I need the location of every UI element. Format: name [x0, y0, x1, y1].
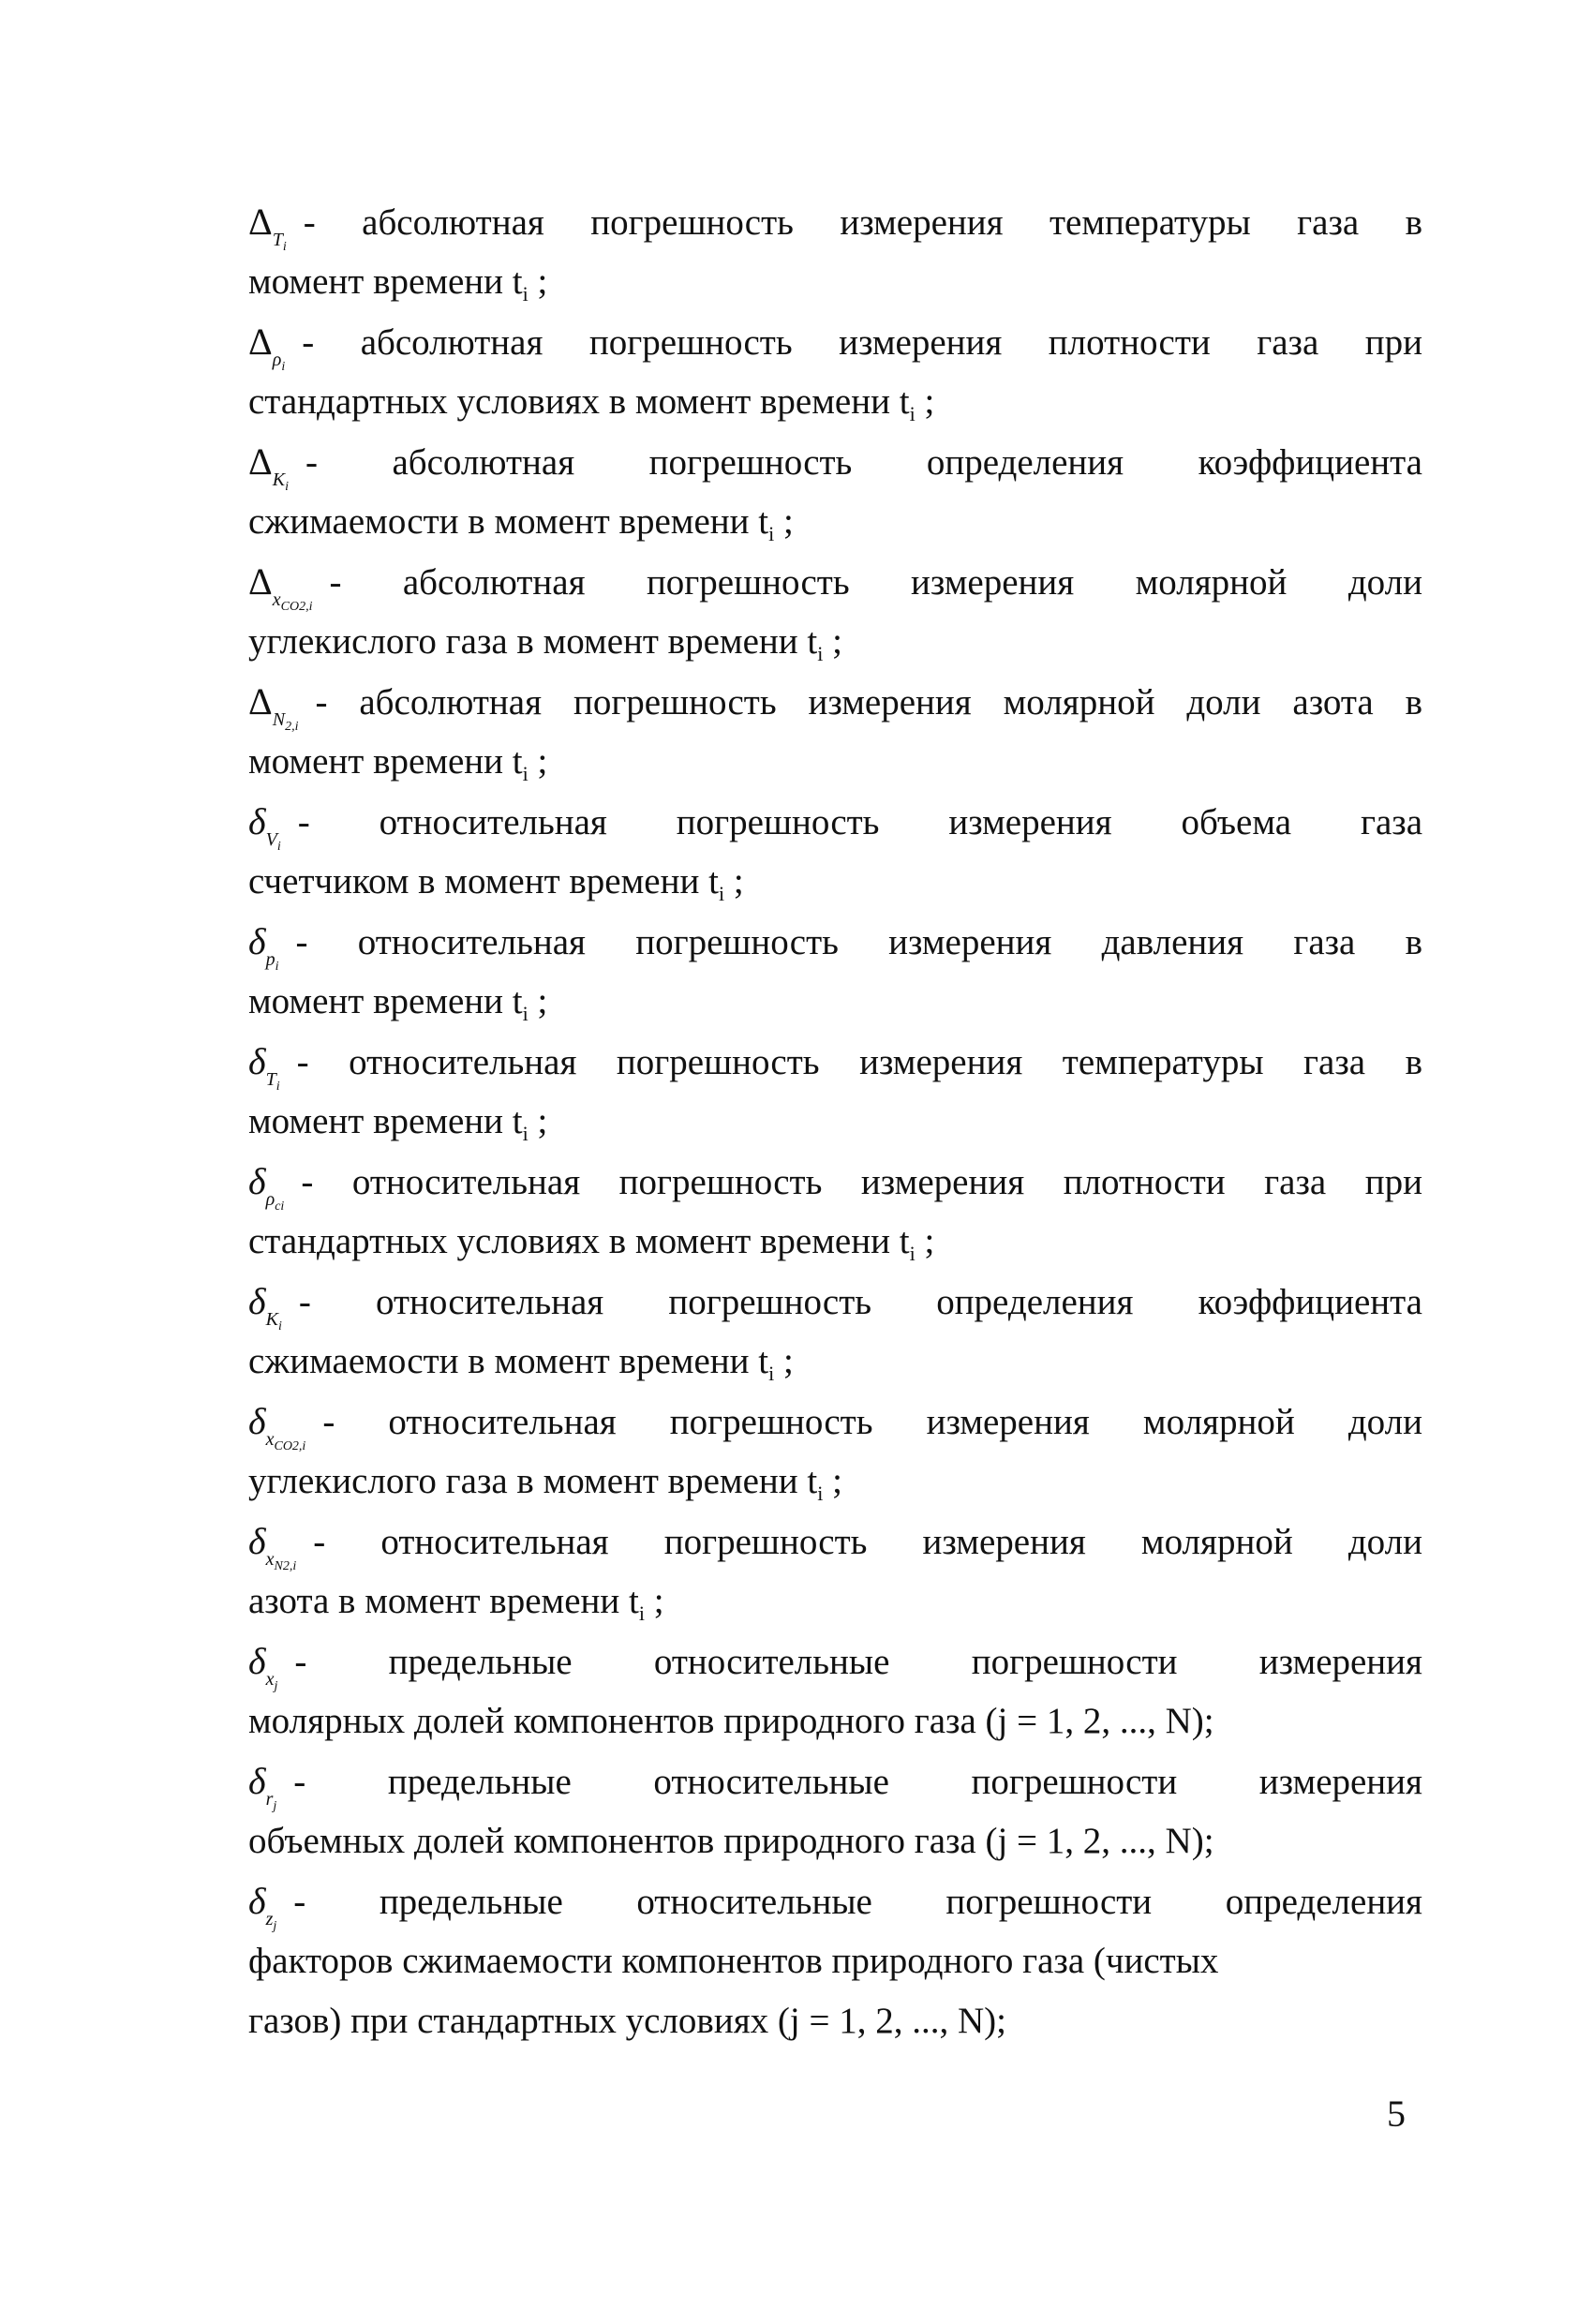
symbol	[248, 432, 289, 492]
definition-text-line2	[248, 1572, 1422, 1631]
symbol	[248, 1751, 276, 1811]
time-subscript: i	[909, 402, 916, 425]
definition-first-line	[248, 912, 1422, 972]
time-subscript: i	[817, 1482, 824, 1505]
definition-text-line2	[248, 252, 1422, 312]
symbol	[248, 1871, 276, 1931]
symbol-sub-subscript: i	[285, 480, 289, 494]
definition-text-line2-tail: ;	[528, 981, 548, 1021]
symbol-base: Δ	[248, 560, 273, 603]
definition-text-line1: - относительная погрешность определения коэффициента	[298, 1282, 1422, 1322]
definition-first-line	[248, 312, 1422, 372]
definition-text-line2-main: стандартных условиях в момент времени t	[248, 1221, 910, 1261]
definition-text-line2	[248, 372, 1422, 432]
symbol-subscript-text: r	[265, 1789, 274, 1810]
definition-text-line2-main: факторов сжимаемости компонентов природного газа (чистых	[248, 1941, 1219, 1981]
symbol-subscript-text: x	[265, 1429, 275, 1450]
symbol-base: δ	[248, 1760, 266, 1802]
symbol-subscript-text: K	[265, 1309, 278, 1330]
symbol-subscript-text: ρ	[265, 1189, 275, 1210]
symbol-sub-subscript: N2,i	[274, 1559, 297, 1573]
definitions-list	[248, 192, 1422, 2051]
definition-text-line2	[248, 1811, 1422, 1871]
symbol-subscript	[265, 1909, 277, 1933]
definition-first-line	[248, 1392, 1422, 1452]
definition-text-line2-main: сжимаемости в момент времени t	[248, 501, 769, 542]
symbol-base: δ	[248, 1280, 266, 1322]
symbol	[248, 312, 285, 372]
definition-text-line1: - абсолютная погрешность измерения температуры газа в	[303, 202, 1422, 243]
symbol-subscript	[265, 1189, 285, 1214]
symbol	[248, 1392, 305, 1452]
definition-text-line2	[248, 612, 1422, 672]
symbol-subscript-text: z	[265, 1909, 274, 1929]
symbol-subscript	[272, 469, 289, 494]
symbol-subscript	[272, 230, 287, 254]
definition-text-line2-main: стандартных условиях в момент времени t	[248, 381, 910, 422]
definition-text-line2-main: счетчиком в момент времени t	[248, 861, 719, 901]
symbol-subscript-text: x	[272, 589, 281, 610]
definition-first-line	[248, 792, 1422, 852]
definition-text-line2	[248, 492, 1422, 552]
definition-text-line2	[248, 1931, 1422, 1991]
symbol-base: δ	[248, 1400, 266, 1442]
definition-text-line2-tail: ;	[528, 1101, 548, 1141]
definition-text-line1: - относительная погрешность измерения температуры газа в	[296, 1042, 1422, 1082]
symbol-sub-subscript: i	[281, 360, 286, 374]
definition-text-line2-main: углекислого газа в момент времени t	[248, 1461, 818, 1501]
definition-first-line	[248, 1631, 1422, 1691]
symbol-sub-subscript: CO2,i	[280, 600, 313, 614]
symbol-base: Δ	[248, 320, 273, 363]
definition-text-line2-main: углекислого газа в момент времени t	[248, 621, 818, 662]
symbol-base: Δ	[248, 680, 273, 723]
symbol-base: δ	[248, 1160, 266, 1202]
time-subscript: i	[522, 762, 529, 785]
time-subscript: i	[718, 882, 725, 905]
symbol-subscript-text: N	[272, 709, 286, 730]
definition-text-line2-main: молярных долей компонентов природного газа (j = 1, 2, ..., N);	[248, 1701, 1214, 1741]
definition-text-line2-tail: ;	[774, 501, 794, 542]
symbol-sub-subscript: 2,i	[285, 720, 299, 734]
symbol	[248, 552, 312, 612]
definition-item	[248, 552, 1422, 672]
symbol-subscript-text: T	[272, 230, 283, 250]
definition-first-line	[248, 1152, 1422, 1212]
time-subscript: i	[909, 1242, 916, 1265]
definition-item	[248, 1631, 1422, 1751]
symbol-base: δ	[248, 1520, 266, 1562]
symbol-sub-subscript: i	[275, 1080, 280, 1094]
definition-text-line2	[248, 732, 1422, 792]
time-subscript: i	[768, 522, 775, 545]
symbol-sub-subscript: i	[275, 960, 279, 974]
definition-item	[248, 1272, 1422, 1392]
definition-text-line2	[248, 1452, 1422, 1512]
symbol-subscript-text: x	[265, 1669, 275, 1690]
symbol-sub-subscript: i	[282, 240, 287, 254]
definition-text-line1: - относительная погрешность измерения молярной доли	[322, 1402, 1422, 1442]
definition-text-line2	[248, 852, 1422, 912]
definition-item	[248, 432, 1422, 552]
definition-text-line1: - относительная погрешность измерения объема газа	[297, 802, 1422, 842]
definition-text-line2-main: объемных долей компонентов природного газа (j = 1, 2, ..., N);	[248, 1821, 1214, 1861]
symbol-sub-subscript: i	[277, 1319, 282, 1333]
definition-first-line	[248, 1512, 1422, 1572]
definition-text-line2	[248, 1332, 1422, 1392]
definition-text-line2-tail: ;	[644, 1581, 664, 1621]
definition-first-line	[248, 1751, 1422, 1811]
definition-first-line	[248, 672, 1422, 732]
symbol-sub-subscript: j	[273, 1799, 277, 1813]
definition-text-line2	[248, 1691, 1422, 1751]
definition-item	[248, 1392, 1422, 1512]
symbol-subscript	[265, 829, 281, 854]
symbol-subscript	[272, 589, 313, 614]
definition-first-line	[248, 1272, 1422, 1332]
symbol-subscript-text: ρ	[272, 350, 282, 370]
symbol-sub-subscript: j	[274, 1679, 278, 1693]
definition-item	[248, 792, 1422, 912]
definition-item	[248, 1871, 1422, 2051]
definition-text-line1: - предельные относительные погрешности измерения	[293, 1762, 1422, 1802]
symbol-subscript	[272, 709, 299, 734]
time-subscript: i	[522, 1122, 529, 1145]
symbol	[248, 1631, 277, 1691]
symbol-base: Δ	[248, 440, 273, 483]
definition-text-line2-tail: ;	[528, 741, 548, 782]
symbol-subscript-text: V	[265, 829, 277, 850]
definition-text-line2-tail: ;	[823, 621, 842, 662]
definition-text-line2-tail: ;	[915, 381, 935, 422]
symbol-base: δ	[248, 800, 266, 842]
definition-text-line1: - абсолютная погрешность измерения плотности газа при	[302, 322, 1422, 363]
definition-item	[248, 1512, 1422, 1631]
symbol-sub-subscript: i	[276, 840, 281, 854]
definition-first-line	[248, 552, 1422, 612]
definition-text-line2-tail: ;	[823, 1461, 842, 1501]
definition-text-line2-tail: ;	[774, 1341, 794, 1381]
symbol-subscript	[265, 949, 279, 974]
symbol	[248, 192, 287, 252]
definition-item	[248, 1032, 1422, 1152]
symbol-subscript	[265, 1549, 297, 1573]
definition-item	[248, 1751, 1422, 1871]
definition-text-line2	[248, 972, 1422, 1032]
symbol-subscript	[265, 1309, 282, 1333]
definition-item	[248, 672, 1422, 792]
symbol	[248, 1152, 284, 1212]
symbol-subscript-text: p	[265, 949, 275, 970]
definition-first-line	[248, 1871, 1422, 1931]
definition-text-line2-tail: ;	[915, 1221, 935, 1261]
symbol-base: δ	[248, 1040, 266, 1082]
definition-first-line	[248, 432, 1422, 492]
definition-text-line2-main: момент времени t	[248, 261, 523, 302]
definition-text-line2-main: момент времени t	[248, 1101, 523, 1141]
time-subscript: i	[768, 1362, 775, 1385]
definition-text-line2-main: азота в момент времени t	[248, 1581, 639, 1621]
definition-text-line2-main: момент времени t	[248, 981, 523, 1021]
definition-text-line1: - предельные относительные погрешности определения	[293, 1882, 1422, 1922]
definition-text-line3: газов) при стандартных условиях (j = 1, 2, ..., N);	[248, 2001, 1006, 2041]
symbol-base: Δ	[248, 201, 273, 243]
symbol-subscript-text: T	[265, 1069, 276, 1090]
definition-text-line2-tail: ;	[724, 861, 744, 901]
definition-item	[248, 912, 1422, 1032]
definition-text-line2-main: момент времени t	[248, 741, 523, 782]
definition-text-line2	[248, 1092, 1422, 1152]
symbol-sub-subscript: ci	[275, 1199, 285, 1214]
definition-text-line1: - абсолютная погрешность измерения молярной доли	[329, 562, 1422, 603]
symbol-base: δ	[248, 1880, 266, 1922]
definition-item	[248, 312, 1422, 432]
definition-text-line2-main: сжимаемости в момент времени t	[248, 1341, 769, 1381]
definition-text-line1: - относительная погрешность измерения давления газа в	[295, 922, 1422, 962]
definition-text-line1: - предельные относительные погрешности измерения	[294, 1642, 1422, 1682]
symbol-sub-subscript: j	[273, 1919, 277, 1933]
time-subscript: i	[522, 1002, 529, 1025]
symbol-subscript-text: K	[272, 469, 286, 490]
symbol-subscript	[265, 1669, 278, 1693]
symbol-subscript	[265, 1429, 306, 1453]
symbol-subscript-text: x	[265, 1549, 275, 1570]
symbol-subscript	[265, 1069, 280, 1094]
symbol	[248, 1272, 282, 1332]
definition-text-line1: - абсолютная погрешность определения коэффициента	[305, 442, 1422, 483]
symbol-sub-subscript: CO2,i	[274, 1439, 306, 1453]
time-subscript: i	[522, 282, 529, 305]
definition-text-line2-tail: ;	[528, 261, 548, 302]
symbol	[248, 912, 278, 972]
definition-text-line1: - относительная погрешность измерения молярной доли	[313, 1522, 1422, 1562]
symbol	[248, 792, 281, 852]
time-subscript: i	[817, 642, 824, 665]
symbol-subscript	[272, 350, 286, 374]
page-number: 5	[1387, 2093, 1406, 2135]
definition-first-line	[248, 192, 1422, 252]
definition-item	[248, 1152, 1422, 1272]
symbol-base: δ	[248, 1640, 266, 1682]
symbol-base: δ	[248, 920, 266, 962]
definition-text-line1: - относительная погрешность измерения плотности газа при	[301, 1162, 1422, 1202]
definition-text-line2	[248, 1212, 1422, 1272]
definition-first-line	[248, 1032, 1422, 1092]
definition-text-line1: - абсолютная погрешность измерения молярной доли азота в	[315, 682, 1422, 723]
symbol	[248, 1032, 280, 1092]
symbol-subscript	[265, 1789, 277, 1813]
definition-item	[248, 192, 1422, 312]
time-subscript: i	[638, 1601, 645, 1625]
symbol	[248, 672, 298, 732]
symbol	[248, 1512, 296, 1572]
